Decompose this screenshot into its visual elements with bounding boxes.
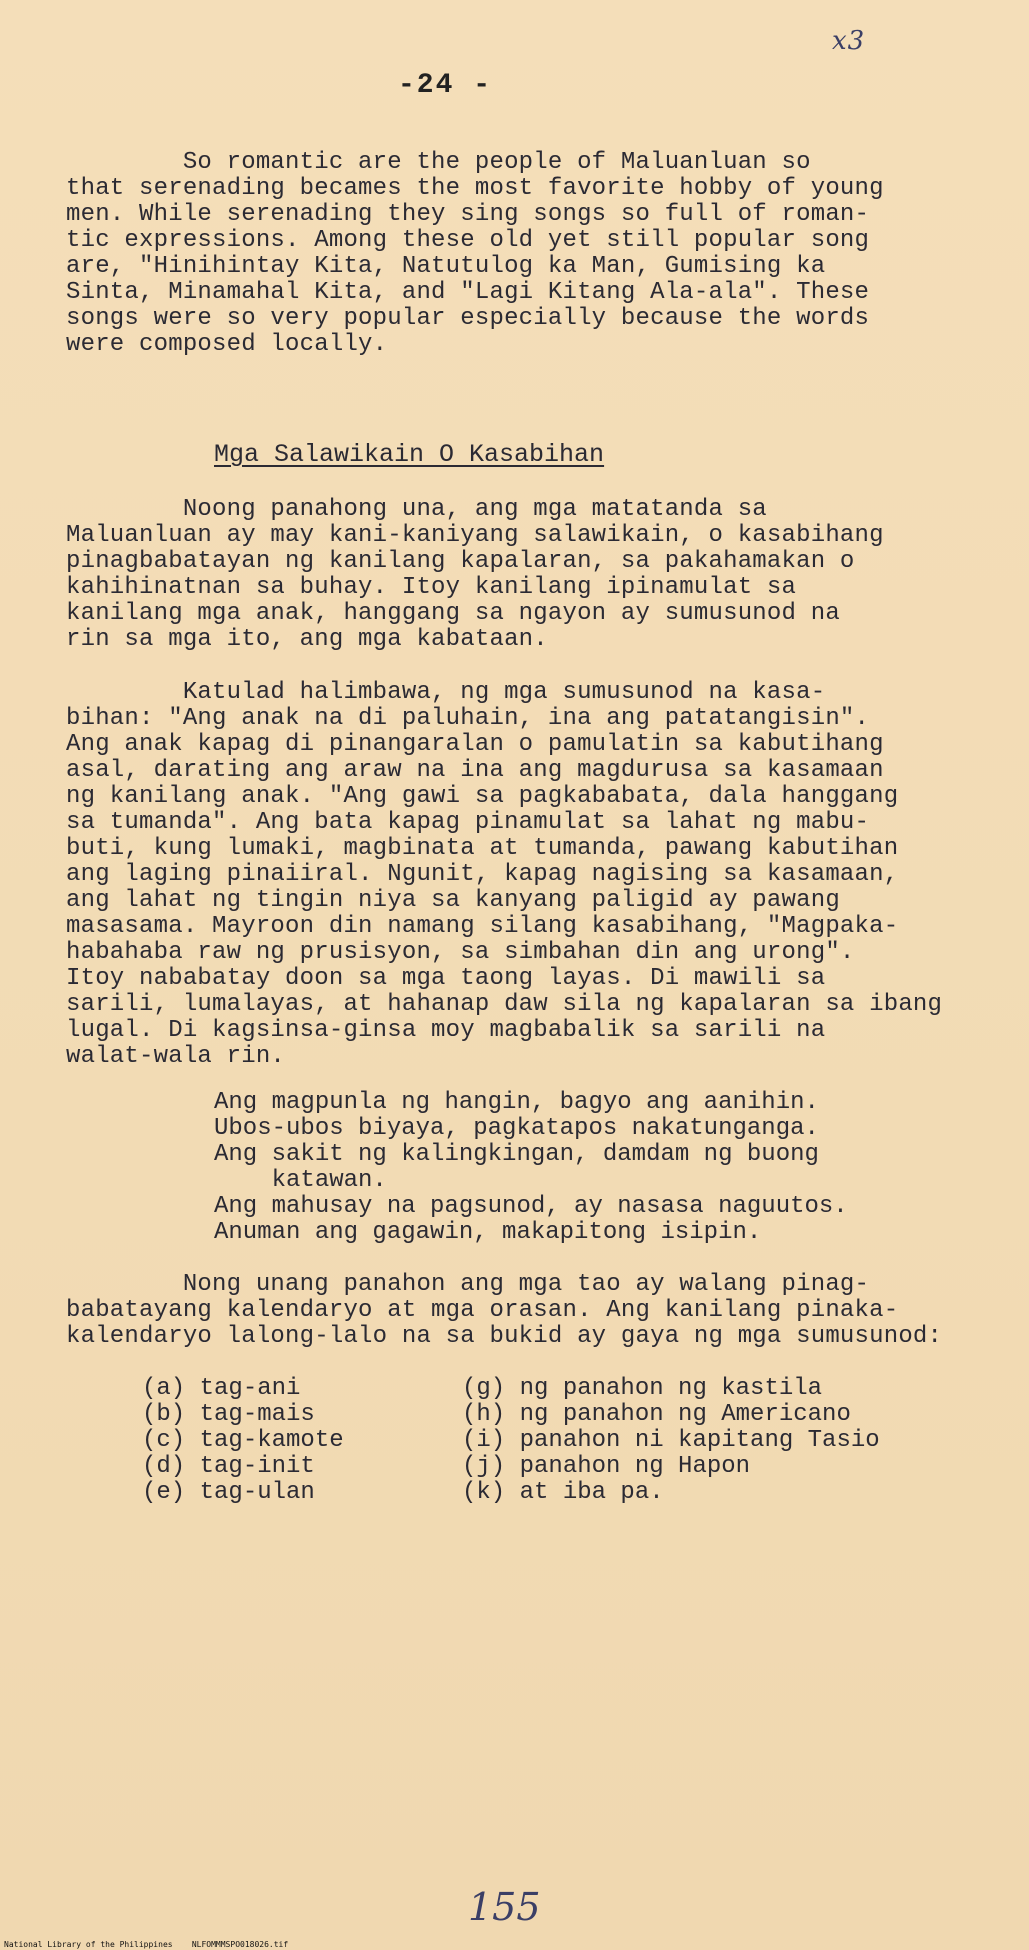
paragraph-kalendaryo: Nong unang panahon ang mga tao ay walang pinag- babatayang kalendaryo at mga orasan. Ang kanilang pinaka- kalendaryo lalong-lalo na sa bukid ay gaya ng mga sumusunod: bbox=[66, 1271, 943, 1350]
list-item: (j) panahon ng Hapon bbox=[462, 1453, 751, 1480]
page-number: -24 - bbox=[398, 70, 493, 101]
list-item: (k) at iba pa. bbox=[462, 1479, 664, 1506]
proverb-line: Ang magpunla ng hangin, bagyo ang aanihin. bbox=[214, 1089, 819, 1116]
list-item: (g) ng panahon ng kastila bbox=[462, 1375, 823, 1402]
list-item: (d) tag-init bbox=[142, 1453, 315, 1480]
proverb-line: Ang sakit ng kalingkingan, damdam ng buong katawan. bbox=[214, 1141, 819, 1194]
list-item: (b) tag-mais bbox=[142, 1401, 315, 1428]
handwritten-corner-note: x3 bbox=[832, 26, 866, 56]
proverb-line: Ubos-ubos biyaya, pagkatapos nakatunganga. bbox=[214, 1115, 819, 1142]
section-heading: Mga Salawikain O Kasabihan bbox=[214, 440, 605, 469]
list-item: (h) ng panahon ng Americano bbox=[462, 1401, 851, 1428]
scan-footer: National Library of the Philippines NLFOMMMSPO018026.tif bbox=[4, 1940, 289, 1949]
list-item: (e) tag-ulan bbox=[142, 1479, 315, 1506]
paragraph-kasabihan: Katulad halimbawa, ng mga sumusunod na kasa- bihan: "Ang anak na di paluhain, ina ang patatangisin". Ang anak kapag di pinangaralan o pamulatin sa kabutihang asal, darating ang araw na ina ang magdurusa sa kasamaan ng kanilang anak. "Ang gawi sa pagkababata, dala hanggang sa tumanda". Ang bata kapag pinamulat sa lahat ng mabu- buti, kung lumaki, magbinata at tumanda, pawang kabutihan ang laging pinaiiral. Ngunit, kapag nagising sa kasamaan, ang lahat ng tingin niya sa kanyang paligid ay pawang masasama. Mayroon din namang silang kasabihang, "Magpaka- habahaba raw ng prusisyon, sa simbahan din ang urong". Itoy nababatay doon sa mga taong layas. Di mawili sa sarili, lumalayas, at hahanap daw sila ng kapalaran sa ibang lugal. Di kagsinsa-ginsa moy magbabalik sa sarili na walat-wala rin. bbox=[66, 679, 943, 1070]
handwritten-page-number: 155 bbox=[468, 1885, 541, 1929]
list-item: (c) tag-kamote bbox=[142, 1427, 344, 1454]
paragraph-serenading: So romantic are the people of Maluanluan so that serenading becames the most favorite hobby of young men. While serenading they sing songs so full of roman- tic expressions. Among these old yet still popular song are, "Hinihintay Kita, Natutulog ka Man, Gumising ka Sinta, Minamahal Kita, and "Lagi Kitang Ala-ala". These songs were so very popular especially because the words were composed locally. bbox=[66, 149, 884, 358]
paragraph-salawikain: Noong panahong una, ang mga matatanda sa Maluanluan ay may kani-kaniyang salawikain, o kasabihang pinagbabatayan ng kanilang kapalaran, sa pakahamakan o kahihinatnan sa buhay. Itoy kanilang ipinamulat sa kanilang mga anak, hanggang sa ngayon ay sumusunod na rin sa mga ito, ang mga kabataan. bbox=[66, 496, 884, 653]
list-item: (a) tag-ani bbox=[142, 1375, 301, 1402]
list-item: (i) panahon ni kapitang Tasio bbox=[462, 1427, 880, 1454]
proverb-line: Ang mahusay na pagsunod, ay nasasa naguutos. bbox=[214, 1193, 848, 1220]
proverb-line: Anuman ang gagawin, makapitong isipin. bbox=[214, 1219, 762, 1246]
